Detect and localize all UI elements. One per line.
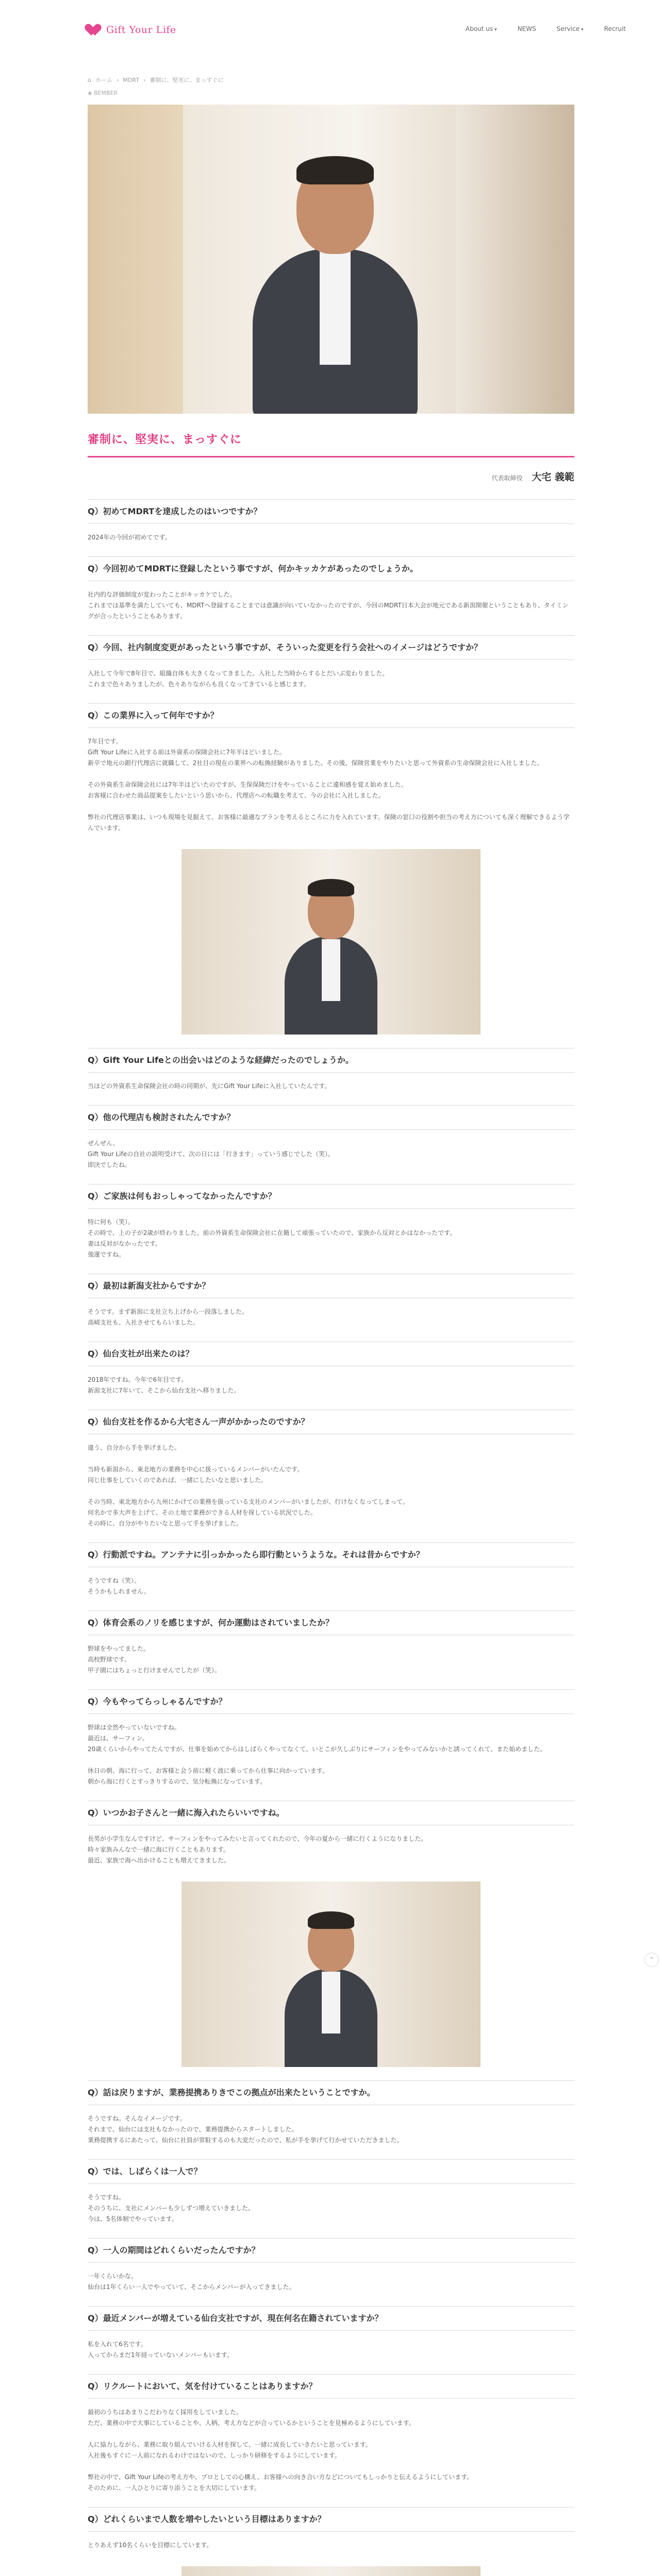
question-heading: Q）Gift Your Lifeとの出会いはどのような経緯だったのでしょうか。: [88, 1048, 574, 1073]
hero-photo: [88, 105, 574, 414]
question-heading: Q）行動派ですね。アンテナに引っかかったら即行動というような。それは昔からですか？: [88, 1543, 574, 1567]
interview-photo: [181, 2566, 481, 2576]
question-heading: Q）初めてMDRTを達成したのはいつですか？: [88, 499, 574, 524]
interviewee-figure: [279, 870, 383, 1035]
figure-shirt: [320, 251, 351, 365]
breadcrumb-separator-icon: ›: [116, 77, 119, 83]
answer-text: とりあえず10名くらいを目標にしています。: [88, 2541, 213, 2549]
answer-text: そうですね（笑）。 そうかもしれません。: [88, 1577, 150, 1596]
question-heading: Q）体育会系のノリを感じますが、何か運動はされていましたか？: [88, 1611, 574, 1635]
answer-text: そうですね。そんなイメージです。 それまで、仙台には支社もなかったので、業務提携からスタートしました。 業務提携するにあたって、仙台に社員が常駐するのも大変だったので、私が手を挙げて行かせていただきました。: [88, 2115, 403, 2144]
question-heading: Q）リクルートにおいて、気を付けていることはありますか？: [88, 2374, 574, 2399]
hero-wall-panel: [88, 105, 183, 414]
question-heading: Q）仙台支社を作るから大宅さん一声がかかったのですか？: [88, 1410, 574, 1434]
nav-label-service: Service: [556, 25, 580, 32]
figure-shirt: [322, 1972, 340, 2033]
home-icon: ⌂: [88, 77, 91, 83]
answer-text: 違う、自分から手を挙げました。 当時も新潟から、東北地方の業務を中心に扱っているメンバーがいたんです。 同じ仕事をしていくのであれば、一緒にしたいなと思いました。 その当時、東北地方から九州にかけての業務を扱っている支社のメンバーがいましたが、行けなくなってしまって。 何名かで多大声を上げて、その土地で業務ができる人材を探している状況でした。 その時に、自分がやりたいなと思って手を挙げました。: [88, 1444, 409, 1528]
breadcrumb-separator-icon: ›: [143, 77, 146, 83]
answer-text: 野球をやってました。 高校野球です。 甲子園にはちょっと行けませんでしたが（笑）。: [88, 1645, 221, 1674]
heart-logo-icon: [88, 24, 102, 37]
answer-text: そうですね。 そのうちに、支社にメンバーも少しずつ増えていきました。 今は、5名体制でやっています。: [88, 2194, 255, 2223]
figure-shirt: [322, 939, 340, 1001]
question-heading: Q）今回、社内制度変更があったという事ですが、そういった変更を行う会社へのイメージはどうですか？: [88, 635, 574, 660]
chevron-down-icon: ▾: [494, 27, 497, 32]
question-heading: Q）では、しばらくは一人で？: [88, 2159, 574, 2184]
interview-photo: [181, 849, 481, 1035]
answer-text: 私を入れて6名です。 入ってからまだ1年経っていないメンバーもいます。: [88, 2341, 233, 2359]
question-heading: Q）いつかお子さんと一緒に海入れたらいいですね。: [88, 1801, 574, 1825]
site-logo[interactable]: [88, 22, 176, 39]
nav-label-news: NEWS: [517, 25, 536, 32]
breadcrumb: [88, 58, 574, 85]
figure-hair: [308, 879, 354, 896]
nav-item-news[interactable]: [518, 24, 536, 35]
question-heading: Q）一人の期間はどれくらいだったんですか？: [88, 2238, 574, 2263]
tag-icon: ◈: [88, 90, 92, 97]
nav-item-service[interactable]: [557, 24, 584, 35]
answer-text: 2018年ですね。今年で6年目です。 新潟支社に7年いて、そこから仙台支社へ移りました。: [88, 1376, 240, 1395]
question-heading: Q）今回初めてMDRTに登録したという事ですが、何かキッカケがあったのでしょうか。: [88, 556, 574, 581]
interview-photo: [181, 1882, 481, 2067]
answer-text: 入社して今年で8年目で、組織自体も大きくなってきました。入社した当時からするとだいぶ変わりました。 これまで色々ありましたが、色々ありながらも良くなってきていると感じます。: [88, 670, 389, 688]
figure-hair: [308, 1911, 354, 1929]
site-header: [0, 0, 662, 58]
chevron-down-icon: ▾: [581, 27, 584, 32]
answer-text: 長男が小学生なんですけど、サーフィンをやってみたいと言ってくれたので、今年の夏から一緒に行くようになりました。 時々家族みんなで一緒に海に行くこともあります。 最近、家族で海へ出かけることも増えてきました。: [88, 1835, 427, 1865]
question-heading: Q）最近メンバーが増えている仙台支社ですが、現在何名在籍されていますか？: [88, 2306, 574, 2331]
author-name: 大宅 義範: [532, 471, 574, 483]
breadcrumb-mdrt[interactable]: MDRT: [123, 77, 139, 83]
answer-text: 最初のうちはあまりこだわりなく採用をしていました。 ただ、業務の中で大事にしていることや、人柄、考え方などが合っているかということを見極めるようにしています。 人に協力しながら、業務に取り組んでいける人材を探して、一緒に成長していきたいと思っています。 入社後もすぐに一人前になれるわけではないので、しっかり研修をするようにしています。 弊社の中で、Gift Your Lifeの考え方や、プロとしての心構え、お客様への向き合い方などについてもしっかりと伝えるようにしています。 そのために、一人ひとりに寄り添うことを大切にしています。: [88, 2409, 473, 2492]
scroll-to-top-button[interactable]: [644, 1953, 659, 1967]
main-nav: [466, 24, 626, 35]
nav-label-recruit: Recruit: [604, 25, 626, 32]
answer-text: 7年目です。 Gift Your Lifeに入社する前は外資系の保険会社に7年半ほどいました。 新卒で地元の銀行代理店に就職して、2社目の現在の業界への転換経験がありました。その後、保険営業をやりたいと思って外資系の生命保険会社に入社しました。 その外資系生命保険会社には7年半ほどいたのですが、生保保険だけをやっていることに違和感を覚え始めました。 お客様に合わせた商品提案をしたいという思いから、代理店への転職を考えて、今の会社に入社しました。 弊社の代理店事業は、いつも現場を見据えて、お客様に最適なプランを考えるところに力を入れています。保険の窓口の役割や担当の考え方についても深く理解できるよう学んでいます。: [88, 738, 570, 832]
breadcrumb-home[interactable]: ホーム: [95, 77, 112, 83]
figure-hair: [296, 156, 374, 184]
question-heading: Q）話は戻りますが、業務提携ありきでこの拠点が出来たということですか。: [88, 2080, 574, 2105]
main-content: [88, 58, 574, 2576]
breadcrumb-current: 審制に、堅実に、まっすぐに: [150, 77, 224, 83]
article-title: 審制に、堅実に、まっすぐに: [88, 433, 242, 446]
answer-text: 当ほどの外資系生命保険会社の時の同期が、先にGift Your Lifeに入社していたんです。: [88, 1082, 331, 1090]
category-tag[interactable]: [88, 88, 574, 98]
question-heading: Q）ご家族は何もおっしゃってなかったんですか？: [88, 1184, 574, 1209]
author-role: 代表取締役: [491, 474, 523, 482]
hero-wall-panel: [456, 105, 574, 414]
answer-text: ぜんぜん。 Gift Your Lifeの自社の説明受けて、次の日には「行きます」っていう感じでした（笑）。 即決でしたね。: [88, 1140, 334, 1169]
category-tag-label: BEMBER: [93, 90, 118, 97]
answer-text: 野球は全然やっていないですね。 最近は、サーフィン。 20歳くらいからやってたんですが、仕事を始めてからはしばらくやってなくて。いとこが久しぶりにサーフィンをやってみないかと誘ってくれて、また始めました。 休日の朝、海に行って、お客様と会う前に軽く波に乗ってから仕事に向かっています。 朝から海に行くとすっきりするので、気分転換になっています。: [88, 1724, 547, 1786]
question-heading: Q）他の代理店も検討されたんですか？: [88, 1105, 574, 1130]
answer-text: 一年くらいかな。 仙台は1年くらい一人でやっていて、そこからメンバーが入ってきました。: [88, 2273, 295, 2291]
question-heading: Q）この業界に入って何年ですか？: [88, 703, 574, 728]
answer-text: そうです。まず新潟に支社立ち上げから一段落しました。 高崎支社も、入社させてもらいました。: [88, 1308, 249, 1327]
interviewee-figure: [279, 1902, 383, 2067]
question-heading: Q）最初は新潟支社からですか？: [88, 1274, 574, 1298]
question-heading: Q）仙台支社が出来たのは？: [88, 1342, 574, 1366]
nav-item-recruit[interactable]: [604, 24, 626, 35]
author-block: [88, 469, 574, 486]
answer-text: 社内的な評価制度が変わったことがキッカケでした。 これまでは基準を満たしていても、MDRTへ登録することまでは意識が向いていなかったのですが、今回のMDRT日本大会が地元である新潟開催ということもあり、タイミングが合ったということもあります。: [88, 591, 569, 620]
title-divider: [88, 456, 574, 457]
nav-item-about[interactable]: [466, 24, 497, 35]
chevron-up-icon: ⌃: [649, 1956, 654, 1963]
interviewee-figure: [242, 141, 428, 414]
answer-text: 特に何も（笑）。 その時で、上の子が2歳が終わりました。前の外資系生命保険会社に在籍して頑張っていたので、家族から反対とかはなかったです。 妻は反対がなかったです。 強運ですね。: [88, 1218, 456, 1259]
question-heading: Q）どれくらいまで人数を増やしたいという目標はありますか？: [88, 2507, 574, 2532]
nav-label-about: About us: [466, 25, 493, 32]
question-heading: Q）今もやってらっしゃるんですか？: [88, 1689, 574, 1714]
answer-text: 2024年の今回が初めてです。: [88, 534, 171, 541]
logo-text: Gift Your Life: [106, 24, 176, 36]
